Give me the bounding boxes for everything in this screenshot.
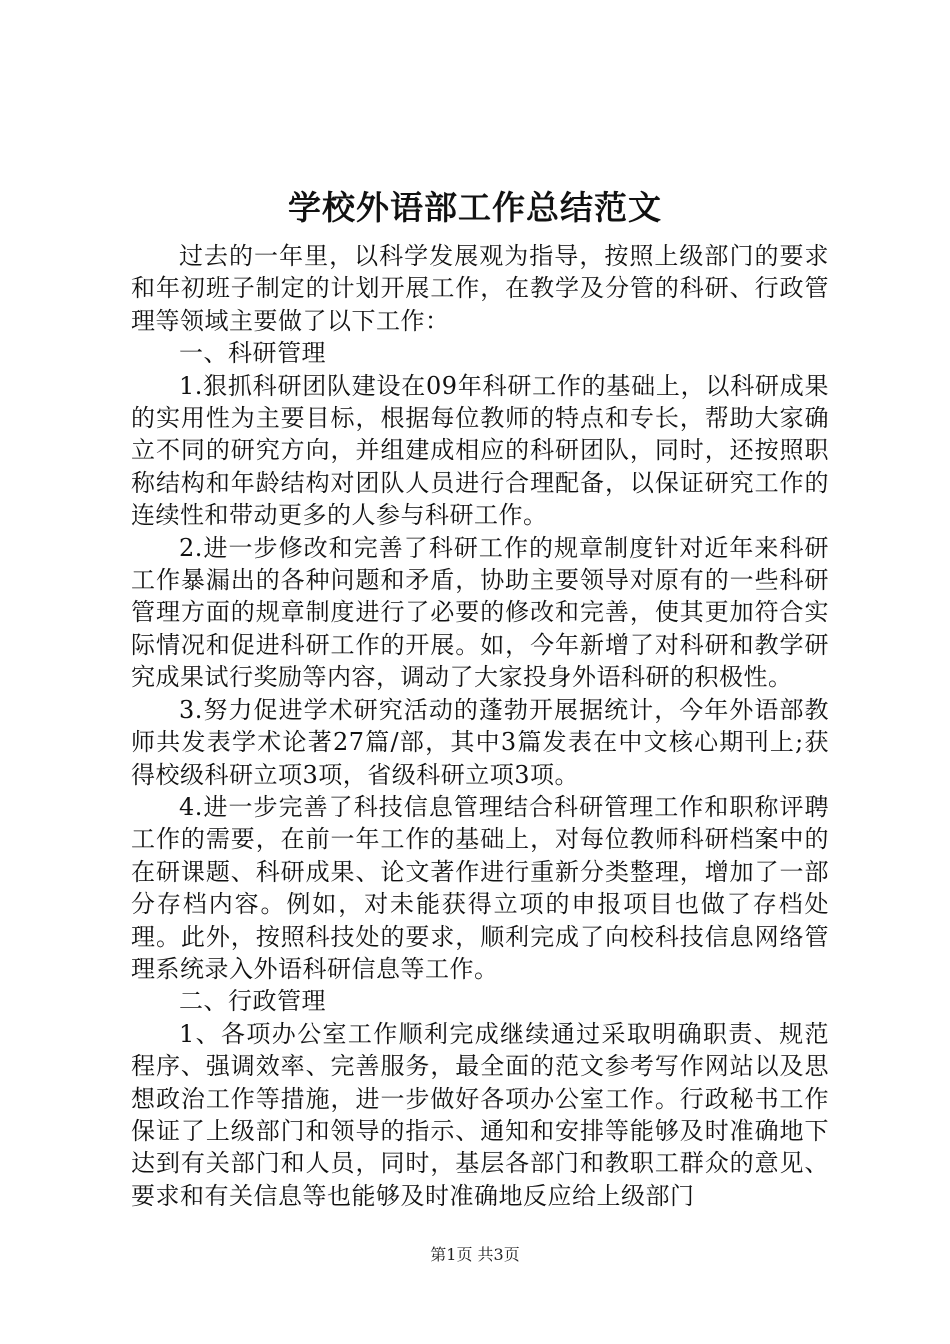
document-body bbox=[131, 240, 829, 1212]
section-heading-admin: 二、行政管理 bbox=[179, 987, 326, 1016]
paragraph-research-3: 3.努力促进学术研究活动的蓬勃开展据统计，今年外语部教师共发表学术论著27篇/部，其中3篇发表在中文核心期刊上;获得校级科研立项3项，省级科研立项3项。 bbox=[131, 695, 829, 789]
paragraph-research-4: 4.进一步完善了科技信息管理结合科研管理工作和职称评聘工作的需要，在前一年工作的基础上，对每位教师科研档案中的在研课题、科研成果、论文著作进行重新分类整理，增加了一部分存档内容。例如，对未能获得立项的申报项目也做了存档处理。此外，按照科技处的要求，顺利完成了向校科技信息网络管理系统录入外语科研信息等工作。 bbox=[131, 792, 829, 983]
paragraph-admin-1: 1、各项办公室工作顺利完成继续通过采取明确职责、规范程序、强调效率、完善服务，最全面的范文参考写作网站以及思想政治工作等措施，进一步做好各项办公室工作。行政秘书工作保证了上级部门和领导的指示、通知和安排等能够及时准确地下达到有关部门和人员，同时，基层各部门和教职工群众的意见、要求和有关信息等也能够及时准确地反应给上级部门 bbox=[131, 1019, 829, 1210]
section-heading-research: 一、科研管理 bbox=[179, 339, 326, 368]
paragraph-intro: 过去的一年里，以科学发展观为指导，按照上级部门的要求和年初班子制定的计划开展工作，在教学及分管的科研、行政管理等领域主要做了以下工作： bbox=[131, 242, 829, 335]
paragraph-research-1: 1.狠抓科研团队建设在09年科研工作的基础上，以科研成果的实用性为主要目标，根据每位教师的特点和专长，帮助大家确立不同的研究方向，并组建成相应的科研团队，同时，还按照职称结构和年龄结构对团队人员进行合理配备，以保证研究工作的连续性和带动更多的人参与科研工作。 bbox=[131, 371, 829, 530]
paragraph-research-2: 2.进一步修改和完善了科研工作的规章制度针对近年来科研工作暴漏出的各种问题和矛盾，协助主要领导对原有的一些科研管理方面的规章制度进行了必要的修改和完善，使其更加符合实际情况和促进科研工作的开展。如，今年新增了对科研和教学研究成果试行奖励等内容，调动了大家投身外语科研的积极性。 bbox=[131, 533, 829, 692]
document-title: 学校外语部工作总结范文 bbox=[288, 188, 662, 227]
page-footer: 第1页 共3页 bbox=[430, 1245, 520, 1264]
